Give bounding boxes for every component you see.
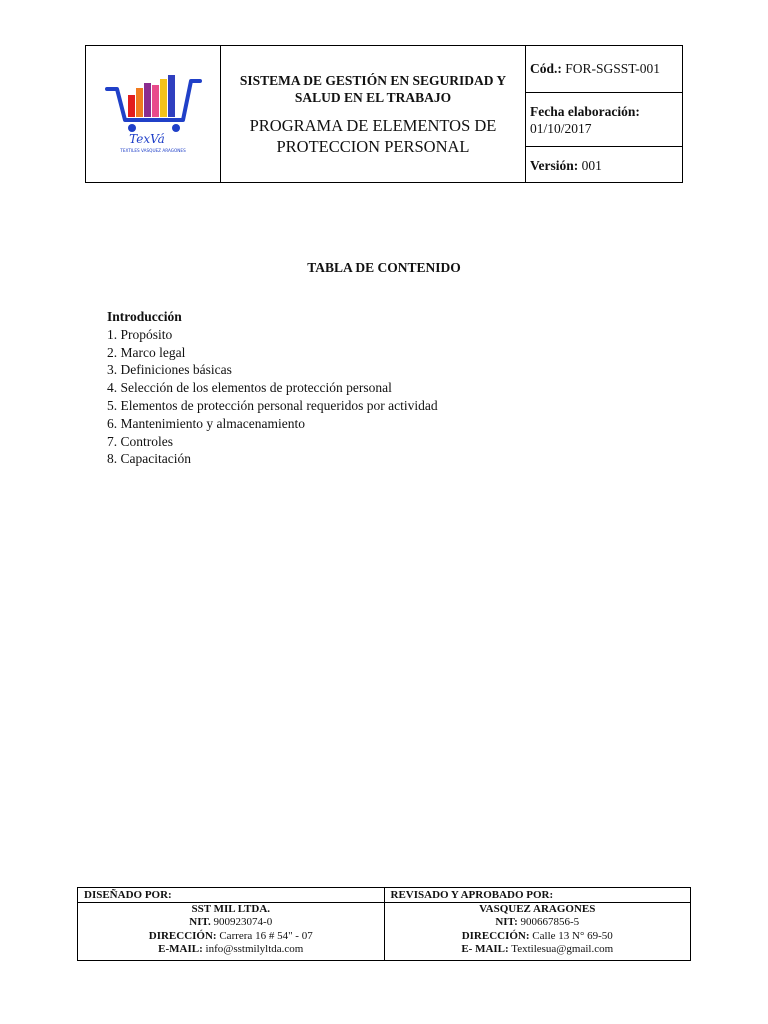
logo-bar-yellow: [160, 79, 167, 117]
approver-nit: [385, 916, 691, 929]
designer-address-value: Carrera 16 # 54" - 07: [219, 929, 313, 942]
code-value: FOR-SGSST-001: [565, 61, 661, 76]
toc-title: TABLA DE CONTENIDO: [307, 260, 461, 275]
date-row: [526, 93, 682, 147]
logo-bar-blue: [168, 75, 175, 117]
designed-by-heading: DISEÑADO POR:: [78, 888, 384, 903]
logo-bar-pink: [152, 85, 159, 117]
logo-bar-red: [128, 95, 135, 117]
cart-wheel-right: [172, 124, 180, 132]
logo-bar-purple: [144, 83, 151, 117]
approver-email: [385, 943, 691, 956]
document-header: [85, 45, 683, 183]
toc-item: 1. Propósito: [107, 326, 173, 342]
program-title: PROGRAMA DE ELEMENTOS DE PROTECCION PERSONAL: [249, 115, 497, 156]
designed-by-body: [78, 903, 384, 957]
toc-item: 4. Selección de los elementos de protección personal: [107, 380, 392, 396]
toc-item: 7. Controles: [107, 433, 173, 449]
toc-item: 2. Marco legal: [107, 344, 186, 360]
toc-item: 8. Capacitación: [107, 451, 191, 467]
version-value: 001: [581, 158, 602, 173]
approver-address-label: DIRECCIÓN:: [461, 929, 530, 942]
designer-email-value: info@sstmilyltda.com: [205, 943, 304, 956]
designer-email: [78, 943, 384, 956]
cart-wheel-left: [128, 124, 136, 132]
designer-nit-value: 900923074-0: [213, 916, 273, 929]
table-of-contents: [107, 308, 438, 468]
designer-address: [78, 930, 384, 943]
version-label: Versión:: [530, 158, 579, 173]
logo-cell: [86, 46, 221, 182]
approver-nit-value: 900667856-5: [520, 916, 580, 929]
toc-item: 3. Definiciones básicas: [107, 362, 232, 378]
company-logo: [103, 73, 203, 155]
version-row: [526, 147, 682, 182]
toc-list: [107, 326, 438, 468]
designer-company: SST MIL LTDA.: [191, 903, 271, 915]
designed-by-column: [78, 888, 384, 960]
approved-by-column: [384, 888, 691, 960]
footer-table: [77, 887, 691, 961]
code-label: Cód.:: [530, 61, 562, 76]
approver-address-value: Calle 13 N° 69-50: [532, 929, 613, 942]
designer-nit-label: NIT.: [189, 916, 211, 929]
designer-nit: [78, 916, 384, 929]
logo-tagline: TEXTILES VASQUEZ ARAGONES: [120, 148, 186, 153]
approver-address: [385, 930, 691, 943]
logo-bar-orange: [136, 88, 143, 117]
system-title: SISTEMA DE GESTIÓN EN SEGURIDAD Y SALUD EN EL TRABAJO: [239, 72, 507, 105]
title-cell: [221, 46, 526, 182]
meta-cell: [526, 46, 682, 182]
toc-item: 6. Mantenimiento y almacenamiento: [107, 415, 305, 431]
approved-by-body: [385, 903, 691, 957]
approver-email-label: E- MAIL:: [461, 943, 509, 956]
approved-by-heading: REVISADO Y APROBADO POR:: [385, 888, 691, 903]
approver-nit-label: NIT:: [495, 916, 518, 929]
date-label: Fecha elaboración:: [530, 104, 640, 119]
toc-intro: Introducción: [107, 309, 182, 324]
approver-company: VASQUEZ ARAGONES: [479, 903, 596, 915]
designer-address-label: DIRECCIÓN:: [148, 929, 217, 942]
date-value: 01/10/2017: [530, 121, 592, 136]
designer-email-label: E-MAIL:: [158, 943, 203, 956]
toc-item: 5. Elementos de protección personal requeridos por actividad: [107, 397, 438, 413]
approver-email-value: Textilesua@gmail.com: [511, 943, 614, 956]
logo-brand: TexVá: [129, 132, 165, 146]
code-row: [526, 46, 682, 93]
